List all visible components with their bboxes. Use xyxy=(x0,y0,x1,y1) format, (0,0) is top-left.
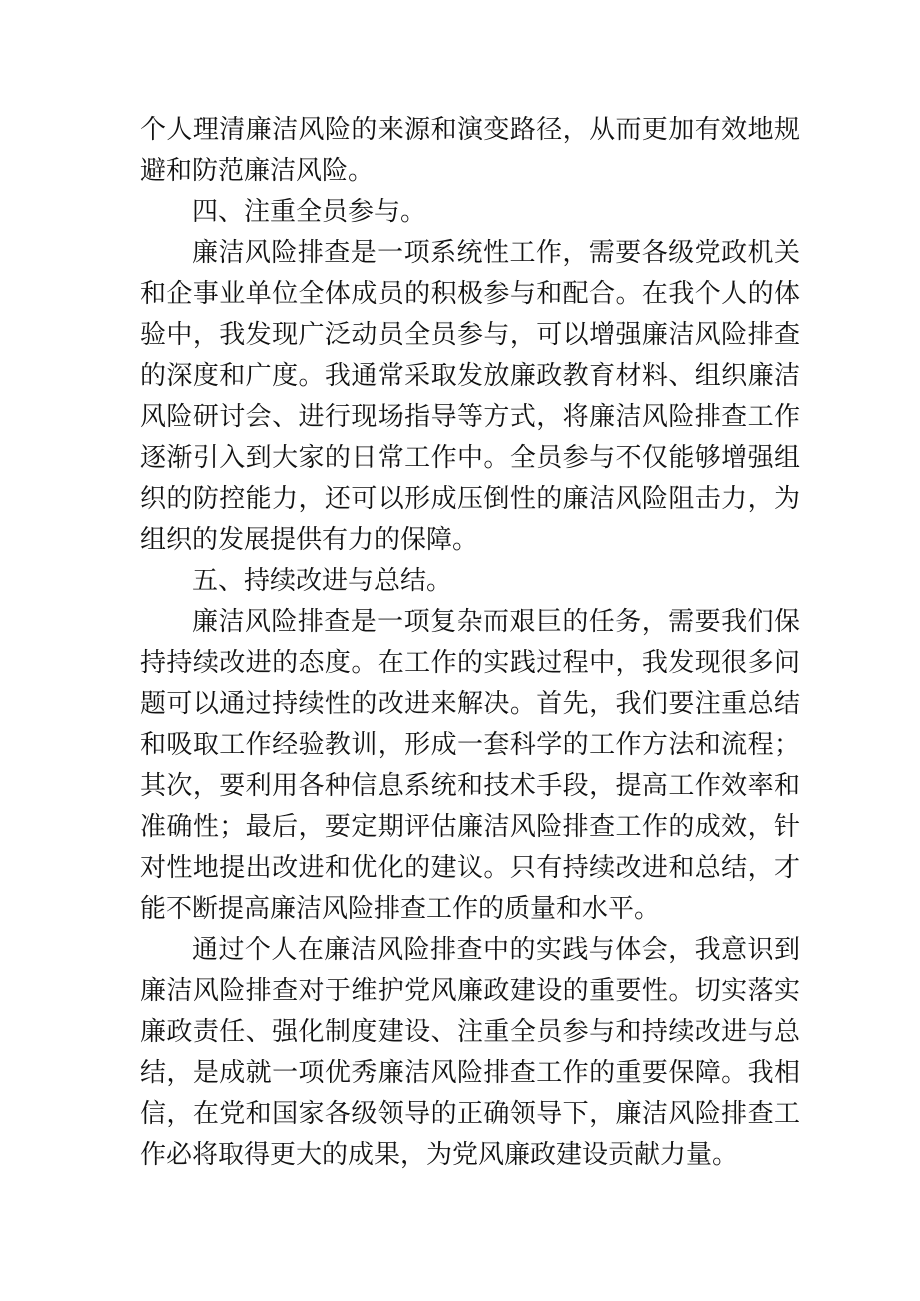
paragraph-section-4: 廉洁风险排查是一项系统性工作，需要各级党政机关和企事业单位全体成员的积极参与和配合。在我个人的体验中，我发现广泛动员全员参与，可以增强廉洁风险排查的深度和广度。我通常采取发放廉政教育材料、组织廉洁风险研讨会、进行现场指导等方式，将廉洁风险排查工作逐渐引入到大家的日常工作中。全员参与不仅能够增强组织的防控能力，还可以形成压倒性的廉洁风险阻击力，为组织的发展提供有力的保障。 xyxy=(140,238,800,555)
section-heading-5: 五、持续改进与总结。 xyxy=(192,566,453,596)
paragraph-conclusion: 通过个人在廉洁风险排查中的实践与体会，我意识到廉洁风险排查对于维护党风廉政建设的重要性。切实落实廉政责任、强化制度建设、注重全员参与和持续改进与总结，是成就一项优秀廉洁风险排查工作的重要保障。我相信，在党和国家各级领导的正确领导下，廉洁风险排查工作必将取得更大的成果，为党风廉政建设贡献力量。 xyxy=(140,935,800,1170)
paragraph-section-5: 廉洁风险排查是一项复杂而艰巨的任务，需要我们保持持续改进的态度。在工作的实践过程中，我发现很多问题可以通过持续性的改进来解决。首先，我们要注重总结和吸取工作经验教训，形成一套科学的工作方法和流程；其次，要利用各种信息系统和技术手段，提高工作效率和准确性；最后，要定期评估廉洁风险排查工作的成效，针对性地提出改进和优化的建议。只有持续改进和总结，才能不断提高廉洁风险排查工作的质量和水平。 xyxy=(140,607,800,924)
paragraph-continuation: 个人理清廉洁风险的来源和演变路径，从而更加有效地规避和防范廉洁风险。 xyxy=(140,115,800,186)
section-heading-4: 四、注重全员参与。 xyxy=(192,197,427,227)
document-body xyxy=(140,110,800,1176)
